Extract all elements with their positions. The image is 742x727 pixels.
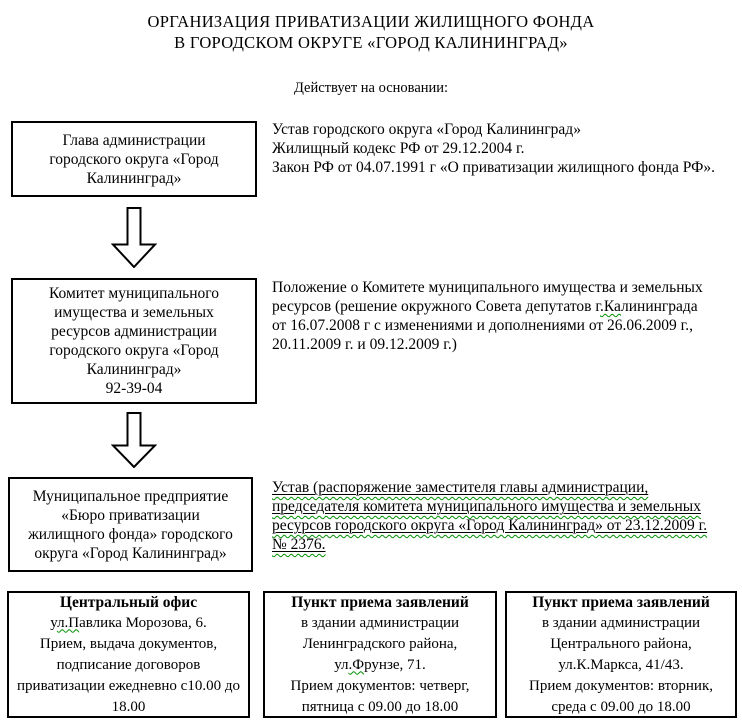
basis-line	[272, 497, 738, 516]
office-line-text: авлика Морозова, 6.	[79, 614, 207, 631]
grammar-wavy-underline: ресурсов городского округа «Город Калининград» от 23.12.2009 г.	[272, 517, 708, 534]
basis-line: 20.11.2009 г. и 09.12.2009 г.)	[272, 336, 457, 353]
office-line: Центрального района,	[550, 635, 692, 652]
grammar-wavy-underline: № 2376.	[272, 536, 326, 553]
office-box-central-district	[505, 591, 737, 718]
basis-line-text: лининграда	[621, 298, 698, 315]
office-line-text: рунзе, 71.	[364, 656, 426, 673]
subtitle-acts-on-basis: Действует на основании:	[293, 80, 449, 96]
document-title	[0, 11, 742, 53]
office-line: Прием документов: вторник,	[529, 677, 713, 694]
box-line: округа «Город Калининград»	[34, 544, 227, 562]
office-line-text: ул	[334, 656, 349, 673]
box-line: городского округа «Город	[49, 150, 219, 168]
underlined-text	[272, 498, 701, 515]
basis-line: Устав городского округа «Город Калининград»	[272, 121, 581, 138]
office-address: ул.К.Маркса, 41/43.	[558, 656, 684, 673]
office-line: среда с 09.00 до 18.00	[551, 698, 691, 715]
grammar-wavy-underline: л.П	[57, 614, 80, 631]
underlined-text	[272, 479, 648, 496]
underlined-text	[272, 517, 707, 534]
grammar-wavy-underline: .Ф	[348, 656, 365, 673]
office-line: подписание договоров	[56, 656, 201, 673]
office-line: приватизации ежедневно с10.00 до	[17, 677, 240, 694]
office-box-central-office	[7, 591, 250, 718]
box-line: Калининград»	[86, 361, 182, 378]
document-title-line1: ОРГАНИЗАЦИЯ ПРИВАТИЗАЦИИ ЖИЛИЩНОГО ФОНДА	[147, 12, 595, 31]
office-title: Пункт приема заявлений	[291, 593, 469, 611]
grammar-wavy-underline: Устав (распоряжение заместителя главы администрации,	[272, 479, 649, 496]
grammar-wavy-underline: .Ка	[599, 298, 622, 315]
flow-box-privatization-bureau	[8, 477, 253, 572]
box-line: Калининград»	[86, 169, 182, 187]
box-line: имущества и земельных	[54, 304, 214, 321]
down-arrow-icon	[111, 412, 157, 473]
document-title-line2: В ГОРОДСКОМ ОКРУГЕ «ГОРОД КАЛИНИНГРАД»	[174, 33, 568, 52]
flow-box-head-of-administration	[11, 121, 257, 197]
office-line: Ленинградского района,	[302, 635, 458, 652]
office-title: Пункт приема заявлений	[532, 593, 710, 611]
legal-basis-section-3	[272, 478, 738, 554]
grammar-wavy-underline: председателя комитета муниципального имущества и земельных	[272, 498, 701, 515]
box-line: городского округа «Город	[49, 342, 219, 359]
box-line: ресурсов администрации	[51, 323, 217, 340]
underlined-text	[272, 536, 326, 553]
office-line: пятница с 09.00 до 18.00	[301, 698, 459, 715]
office-line: 18.00	[111, 698, 146, 715]
box-line: Муниципальное предприятие	[32, 487, 229, 505]
office-line: Прием, выдача документов,	[39, 635, 218, 652]
down-arrow-icon	[111, 207, 157, 273]
basis-line	[272, 478, 738, 497]
basis-line: Положение о Комитете муниципального имущества и земельных	[272, 279, 703, 296]
box-line: «Бюро приватизации	[61, 506, 200, 524]
basis-line: Закон РФ от 04.07.1991 г «О приватизации жилищного фонда РФ».	[272, 159, 715, 176]
basis-line	[272, 516, 738, 535]
office-line: Прием документов: четверг,	[290, 677, 470, 694]
basis-line-text: ресурсов (решение окружного Совета депутатов г	[272, 298, 600, 315]
basis-line	[272, 297, 738, 316]
flow-box-municipal-property-committee	[11, 278, 257, 404]
legal-basis-section-1	[272, 120, 738, 177]
office-address	[50, 613, 207, 634]
box-line: жилищного фонда» городского	[28, 525, 233, 543]
office-line-text: у	[50, 614, 58, 631]
basis-line: Жилищный кодекс РФ от 29.12.2004 г.	[272, 140, 525, 157]
office-line: в здании администрации	[300, 614, 460, 631]
box-line: Глава администрации	[62, 131, 206, 149]
box-line: Комитет муниципального	[48, 285, 220, 302]
basis-line	[272, 535, 738, 554]
office-address	[334, 655, 426, 676]
basis-line: от 16.07.2008 г с изменениями и дополнениями от 26.06.2009 г.,	[272, 317, 693, 334]
office-title: Центральный офис	[59, 593, 198, 611]
legal-basis-section-2	[272, 278, 738, 354]
office-box-leningradsky-district	[263, 591, 497, 718]
office-line: в здании администрации	[541, 614, 701, 631]
box-phone-number: 92-39-04	[105, 380, 163, 397]
